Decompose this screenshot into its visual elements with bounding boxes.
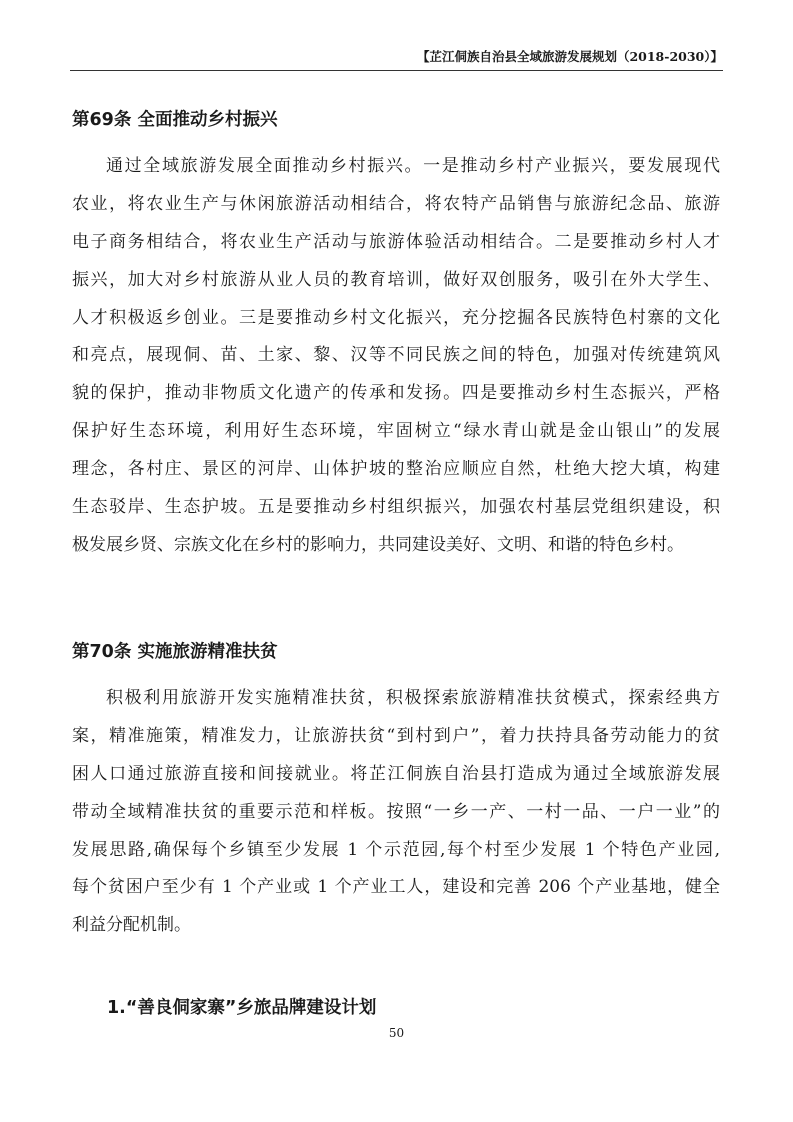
text-line: 保护好生态环境，利用好生态环境，牢固树立“绿水青山就是金山银山”的发展 bbox=[72, 421, 720, 442]
text-line: 案，精准施策，精准发力，让旅游扶贫“到村到户”，着力扶持具备劳动能力的贫 bbox=[72, 725, 720, 746]
text-line: 振兴，加大对乡村旅游从业人员的教育培训，做好双创服务，吸引在外大学生、 bbox=[72, 269, 720, 290]
text-line: 和亮点，展现侗、苗、土家、黎、汉等不同民族之间的特色，加强对传统建筑风 bbox=[72, 345, 720, 366]
paragraph-70 bbox=[72, 680, 720, 945]
text-line: 理念，各村庄、景区的河岸、山体护坡的整治应顺应自然，杜绝大挖大填，构建 bbox=[72, 459, 720, 480]
text-line: 带动全域精准扶贫的重要示范和样板。按照“一乡一产、一村一品、一户一业”的 bbox=[72, 801, 720, 822]
text-line: 貌的保护，推动非物质文化遗产的传承和发扬。四是要推动乡村生态振兴，严格 bbox=[72, 383, 720, 404]
page-number: 50 bbox=[388, 1026, 405, 1040]
text-line: 农业，将农业生产与休闲旅游活动相结合，将农特产品销售与旅游纪念品、旅游 bbox=[72, 193, 720, 214]
text-line: 通过全域旅游发展全面推动乡村振兴。一是推动乡村产业振兴，要发展现代 bbox=[106, 156, 720, 176]
text-line: 积极利用旅游开发实施精准扶贫，积极探索旅游精准扶贫模式，探索经典方 bbox=[106, 688, 720, 708]
subsection-heading: 1.“善良侗家寨”乡旅品牌建设计划 bbox=[107, 998, 377, 1018]
text-line: 困人口通过旅游直接和间接就业。将芷江侗族自治县打造成为通过全域旅游发展 bbox=[72, 763, 720, 784]
text-line: 利益分配机制。 bbox=[72, 915, 191, 936]
text-line: 电子商务相结合，将农业生产活动与旅游体验活动相结合。二是要推动乡村人才 bbox=[72, 231, 720, 252]
paragraph-69 bbox=[72, 148, 720, 565]
text-line: 人才积极返乡创业。三是要推动乡村文化振兴，充分挖掘各民族特色村寨的文化 bbox=[72, 307, 720, 328]
text-line: 发展思路,确保每个乡镇至少发展 1 个示范园,每个村至少发展 1 个特色产业园, bbox=[72, 839, 720, 860]
text-line: 每个贫困户至少有 1 个产业或 1 个产业工人，建设和完善 206 个产业基地，健全 bbox=[72, 877, 720, 898]
running-header: 【芷江侗族自治县全域旅游发展规划（2018-2030）】 bbox=[70, 46, 723, 71]
section-heading-70: 第70条 实施旅游精准扶贫 bbox=[72, 642, 278, 662]
text-line: 极发展乡贤、宗族文化在乡村的影响力，共同建设美好、文明、和谐的特色乡村。 bbox=[72, 534, 684, 555]
section-heading-69: 第69条 全面推动乡村振兴 bbox=[72, 110, 278, 130]
text-line: 生态驳岸、生态护坡。五是要推动乡村组织振兴，加强农村基层党组织建设，积 bbox=[72, 497, 720, 518]
